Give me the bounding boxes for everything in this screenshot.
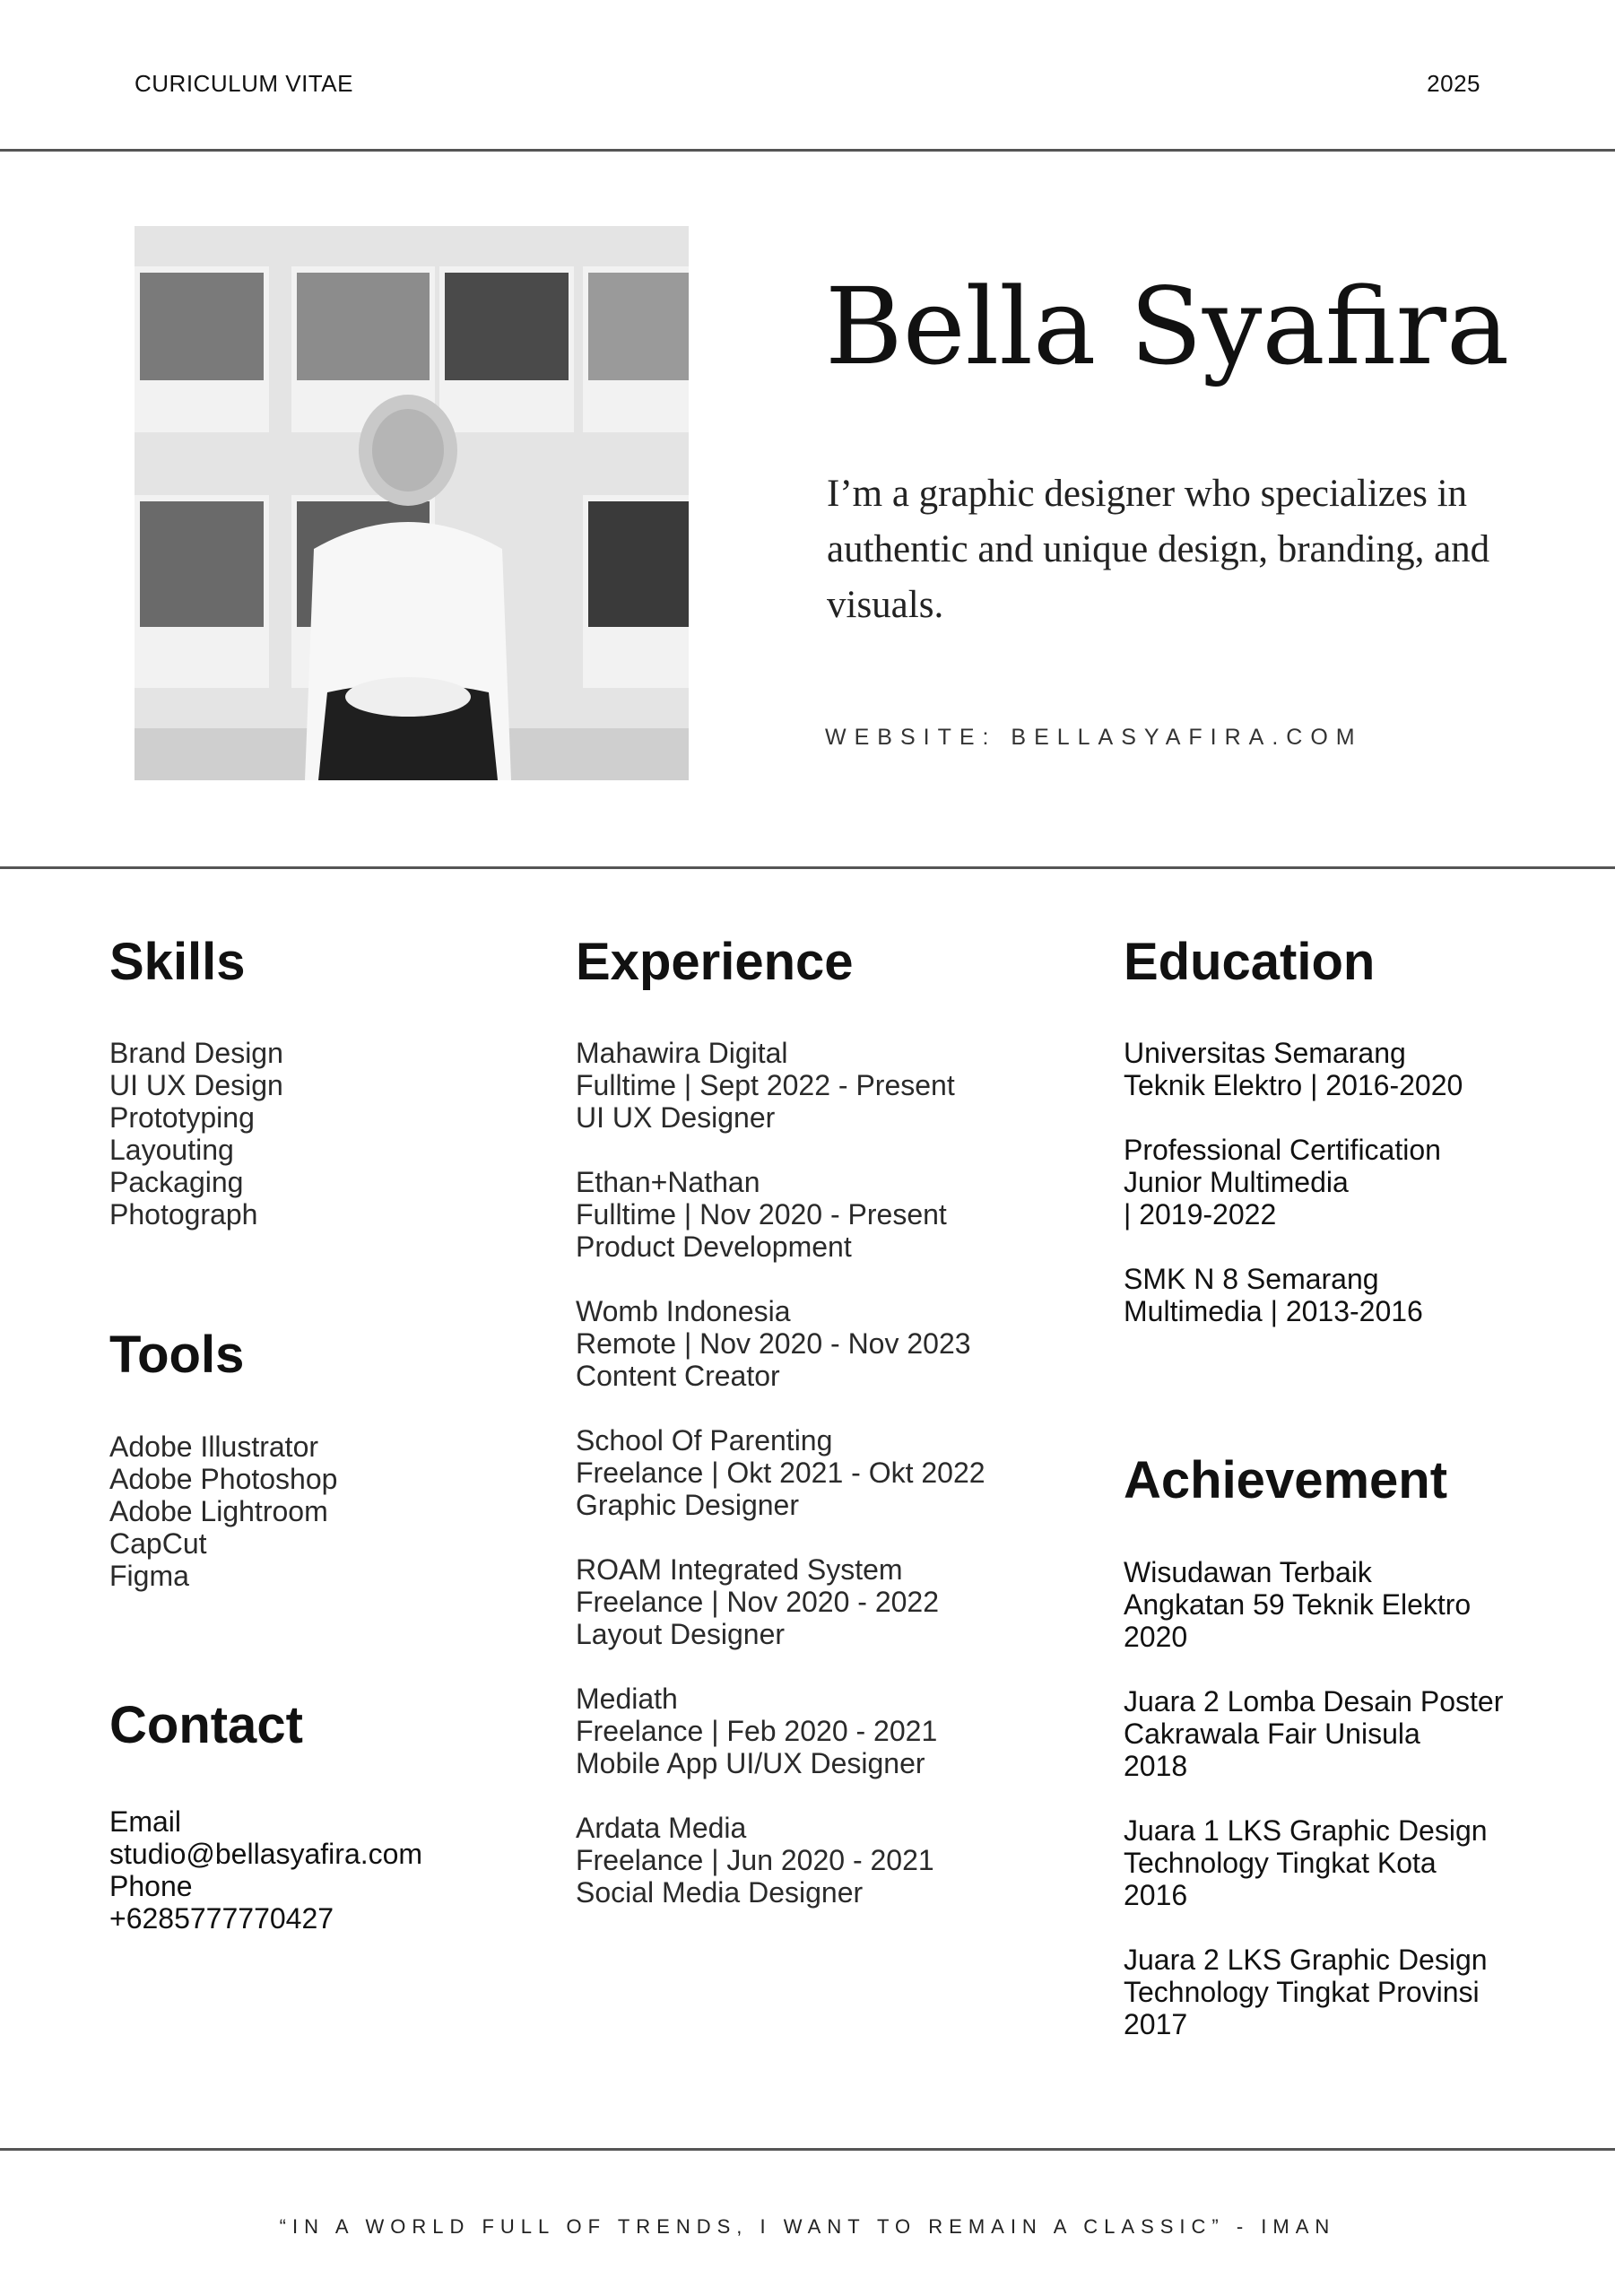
experience-company: Womb Indonesia: [576, 1295, 791, 1327]
achievement-entry: [1124, 1685, 1590, 1782]
skills-list: [109, 1037, 283, 1231]
experience-role: Social Media Designer: [576, 1876, 864, 1909]
website-link[interactable]: WEBSITE: BELLASYAFIRA.COM: [825, 725, 1363, 750]
divider-top: [0, 149, 1615, 152]
list-item: UI UX Design: [109, 1069, 283, 1101]
achievement-heading: Achievement: [1124, 1451, 1448, 1509]
experience-role: UI UX Designer: [576, 1101, 776, 1134]
achievement-line: Angkatan 59 Teknik Elektro: [1124, 1588, 1472, 1621]
experience-period: Freelance | Nov 2020 - 2022: [576, 1586, 939, 1618]
phone-label: Phone: [109, 1870, 193, 1902]
contact-heading: Contact: [109, 1696, 303, 1754]
achievement-line: 2016: [1124, 1879, 1188, 1911]
experience-period: Remote | Nov 2020 - Nov 2023: [576, 1327, 971, 1360]
email-address[interactable]: studio@bellasyafira.com: [109, 1838, 423, 1870]
list-item: Prototyping: [109, 1101, 255, 1134]
experience-role: Product Development: [576, 1231, 852, 1263]
experience-company: ROAM Integrated System: [576, 1553, 903, 1586]
experience-company: Ethan+Nathan: [576, 1166, 760, 1198]
achievement-list: [1124, 1556, 1590, 2073]
divider-bottom: [0, 2148, 1615, 2151]
document-label: CURICULUM VITAE: [135, 70, 353, 97]
profile-photo: [135, 226, 689, 780]
experience-entry: [576, 1037, 1078, 1134]
divider-middle: [0, 866, 1615, 869]
achievement-line: Technology Tingkat Provinsi: [1124, 1976, 1480, 2008]
education-line: Universitas Semarang: [1124, 1037, 1406, 1069]
list-item: Packaging: [109, 1166, 244, 1198]
list-item: Layouting: [109, 1134, 234, 1166]
tools-list: [109, 1431, 337, 1592]
achievement-line: Cakrawala Fair Unisula: [1124, 1718, 1420, 1750]
list-item: Adobe Illustrator: [109, 1431, 319, 1463]
experience-company: School Of Parenting: [576, 1424, 833, 1457]
education-line: | 2019-2022: [1124, 1198, 1277, 1231]
tools-heading: Tools: [109, 1326, 245, 1384]
experience-list: [576, 1037, 1078, 1941]
achievement-line: Wisudawan Terbaik: [1124, 1556, 1372, 1588]
skills-heading: Skills: [109, 933, 246, 991]
experience-heading: Experience: [576, 933, 854, 991]
education-entry: [1124, 1263, 1572, 1327]
footer-quote: “IN A WORLD FULL OF TRENDS, I WANT TO REMAIN A CLASSIC” - IMAN: [279, 2215, 1336, 2238]
achievement-entry: [1124, 1944, 1590, 2040]
list-item: Adobe Lightroom: [109, 1495, 328, 1527]
experience-entry: [576, 1553, 1078, 1650]
experience-company: Mediath: [576, 1683, 678, 1715]
achievement-entry: [1124, 1814, 1590, 1911]
achievement-line: Juara 1 LKS Graphic Design: [1124, 1814, 1488, 1847]
experience-company: Ardata Media: [576, 1812, 747, 1844]
experience-role: Mobile App UI/UX Designer: [576, 1747, 925, 1779]
education-entry: [1124, 1037, 1572, 1101]
experience-entry: [576, 1166, 1078, 1263]
education-list: [1124, 1037, 1572, 1360]
experience-period: Fulltime | Sept 2022 - Present: [576, 1069, 955, 1101]
experience-period: Freelance | Feb 2020 - 2021: [576, 1715, 938, 1747]
contact-list: [109, 1805, 422, 1935]
candidate-name: Bella Syafira: [825, 265, 1510, 388]
experience-period: Fulltime | Nov 2020 - Present: [576, 1198, 947, 1231]
experience-entry: [576, 1683, 1078, 1779]
experience-period: Freelance | Okt 2021 - Okt 2022: [576, 1457, 985, 1489]
experience-role: Content Creator: [576, 1360, 780, 1392]
education-line: Professional Certification: [1124, 1134, 1441, 1166]
education-line: SMK N 8 Semarang: [1124, 1263, 1379, 1295]
experience-period: Freelance | Jun 2020 - 2021: [576, 1844, 934, 1876]
achievement-line: Juara 2 LKS Graphic Design: [1124, 1944, 1488, 1976]
list-item: Figma: [109, 1560, 189, 1592]
education-entry: [1124, 1134, 1572, 1231]
experience-entry: [576, 1424, 1078, 1521]
achievement-line: 2018: [1124, 1750, 1188, 1782]
achievement-line: Juara 2 Lomba Desain Poster: [1124, 1685, 1504, 1718]
achievement-line: Technology Tingkat Kota: [1124, 1847, 1437, 1879]
list-item: Photograph: [109, 1198, 258, 1231]
experience-entry: [576, 1812, 1078, 1909]
education-line: Teknik Elektro | 2016-2020: [1124, 1069, 1463, 1101]
achievement-line: 2017: [1124, 2008, 1188, 2040]
list-item: Adobe Photoshop: [109, 1463, 338, 1495]
phone-number[interactable]: +6285777770427: [109, 1902, 334, 1935]
list-item: CapCut: [109, 1527, 207, 1560]
achievement-entry: [1124, 1556, 1590, 1653]
experience-company: Mahawira Digital: [576, 1037, 788, 1069]
email-label: Email: [109, 1805, 182, 1838]
list-item: Brand Design: [109, 1037, 283, 1069]
education-line: Junior Multimedia: [1124, 1166, 1349, 1198]
experience-role: Graphic Designer: [576, 1489, 799, 1521]
candidate-tagline: I’m a graphic designer who specializes in authentic and unique design, branding, and visuals.: [827, 473, 1490, 626]
achievement-line: 2020: [1124, 1621, 1188, 1653]
experience-entry: [576, 1295, 1078, 1392]
document-year: 2025: [1427, 70, 1480, 97]
education-line: Multimedia | 2013-2016: [1124, 1295, 1423, 1327]
education-heading: Education: [1124, 933, 1376, 991]
experience-role: Layout Designer: [576, 1618, 786, 1650]
